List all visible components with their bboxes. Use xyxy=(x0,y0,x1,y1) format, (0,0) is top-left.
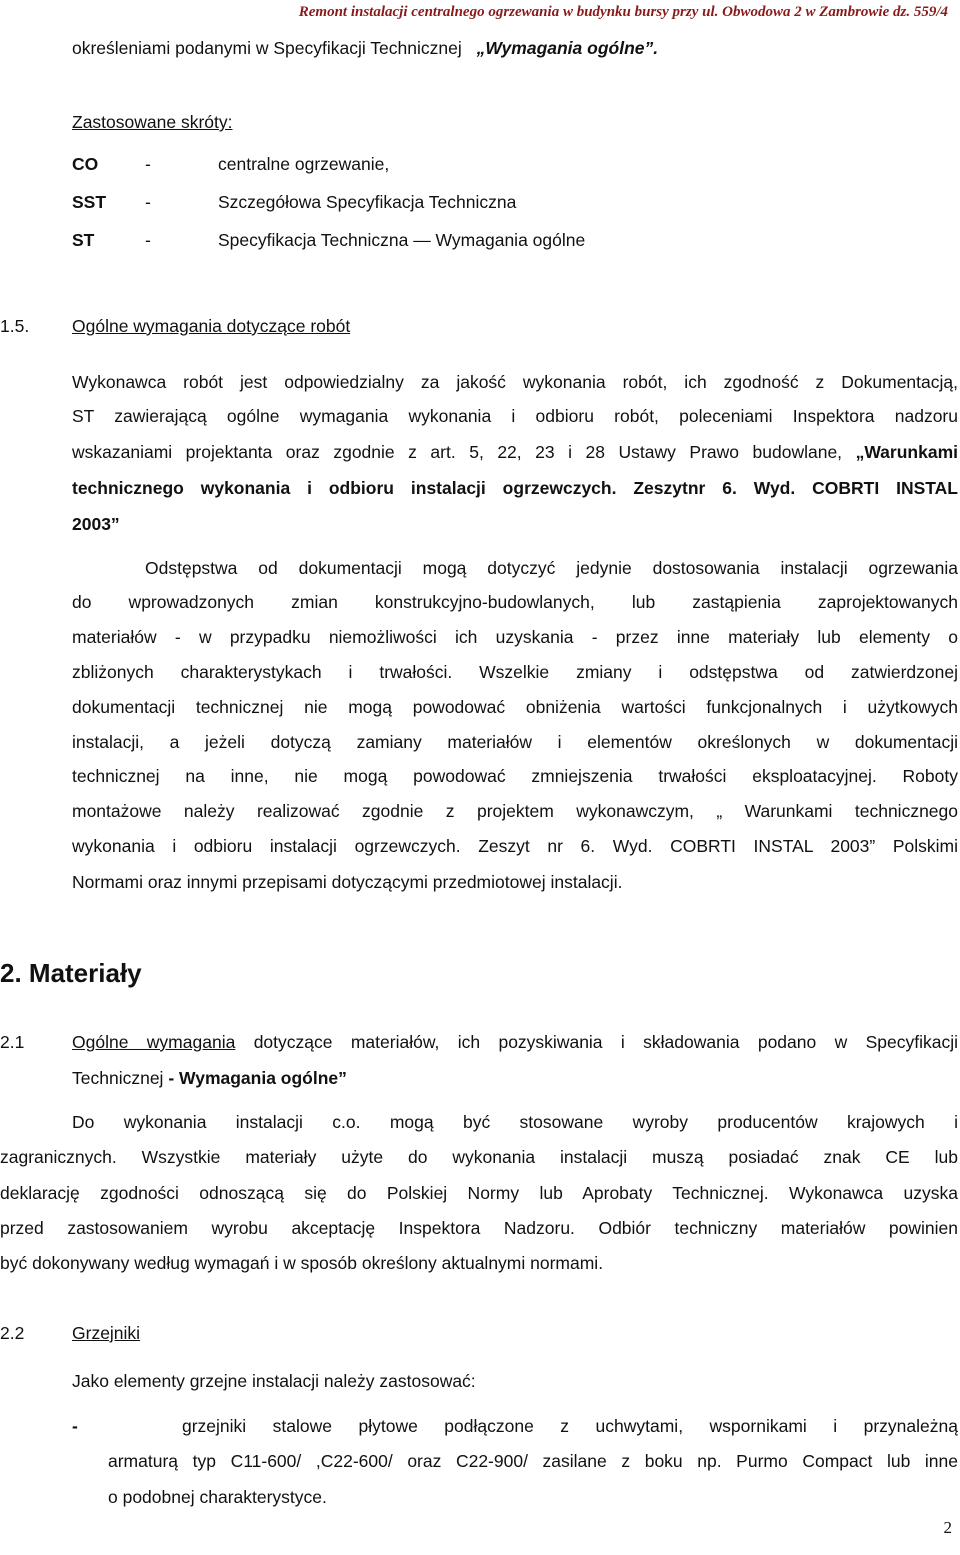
abbr-dash: - xyxy=(145,192,151,212)
section-number: 2.2 xyxy=(0,1323,25,1343)
section-title-text: Technicznej xyxy=(72,1068,164,1088)
list-item-line: grzejniki stalowe płytowe podłączone z uchwytami, wspornikami i przynależną xyxy=(182,1416,958,1436)
abbr-sst: SST xyxy=(72,192,107,212)
paragraph-line: 2003” xyxy=(72,514,120,534)
paragraph-line: deklarację zgodności odnoszącą się do Polskiej Normy lub Aprobaty Technicznej. Wykonawca uzyska xyxy=(0,1183,958,1203)
paragraph-line: do wprowadzonych zmian konstrukcyjno-budowlanych, lub zastąpienia zaprojektowanych xyxy=(72,592,958,612)
section-title: Grzejniki xyxy=(72,1323,141,1343)
page-number: 2 xyxy=(943,1518,952,1537)
page-header: Remont instalacji centralnego ogrzewania w budynku bursy przy ul. Obwodowa 2 w Zambrowie dz. 559/4 xyxy=(298,4,948,20)
section-number: 2.1 xyxy=(0,1032,25,1052)
abbr-co: CO xyxy=(72,154,99,174)
section-heading: 2. Materiały xyxy=(0,958,142,988)
paragraph-line: dokumentacji technicznej nie mogą powodować obniżenia wartości funkcjonalnych i użytkowych xyxy=(72,697,958,717)
list-bullet: - xyxy=(72,1416,78,1436)
section-title-line xyxy=(72,1032,958,1053)
paragraph-line: Jako elementy grzejne instalacji należy zastosować: xyxy=(72,1371,476,1391)
section-title-rest: dotyczące materiałów, ich pozyskiwania i składowania podano w Specyfikacji xyxy=(235,1032,959,1052)
abbr-st: ST xyxy=(72,230,95,250)
paragraph-bold-text: „Warunkami xyxy=(855,442,958,462)
paragraph-line: przed zastosowaniem wyrobu akceptację Inspektora Nadzoru. Odbiór techniczny materiałów powinien xyxy=(0,1218,958,1238)
list-item-line: o podobnej charakterystyce. xyxy=(108,1487,327,1507)
section-title-line xyxy=(72,1068,347,1089)
paragraph-line: wykonania i odbioru instalacji ogrzewczych. Zeszyt nr 6. Wyd. COBRTI INSTAL 2003” Polskimi xyxy=(72,836,958,856)
paragraph-line: technicznej na inne, nie mogą powodować zmniejszenia trwałości eksploatacyjnej. Roboty xyxy=(72,766,958,786)
intro-quote: „Wymagania ogólne”. xyxy=(476,38,659,58)
paragraph-line: Odstępstwa od dokumentacji mogą dotyczyć jedynie dostosowania instalacji ogrzewania xyxy=(145,558,958,578)
paragraph-text: wskazaniami projektanta oraz zgodnie z art. 5, 22, 23 i 28 Ustawy Prawo budowlane, xyxy=(72,442,843,462)
section-title-bold: - Wymagania ogólne” xyxy=(163,1068,347,1088)
paragraph-line: instalacji, a jeżeli dotyczą zamiany materiałów i elementów określonych w dokumentacji xyxy=(72,732,958,752)
paragraph-line: Wykonawca robót jest odpowiedzialny za jakość wykonania robót, ich zgodność z Dokumentacją, xyxy=(72,372,958,392)
abbr-dash: - xyxy=(145,154,151,174)
intro-text: określeniami podanymi w Specyfikacji Technicznej xyxy=(72,38,462,58)
abbr-st-meaning: Specyfikacja Techniczna — Wymagania ogólne xyxy=(218,230,586,250)
section-number: 1.5. xyxy=(0,316,30,336)
section-title: Ogólne wymagania dotyczące robót xyxy=(72,316,351,336)
paragraph-line: montażowe należy realizować zgodnie z projektem wykonawczym, „ Warunkami technicznego xyxy=(72,801,958,821)
paragraph-line: materiałów - w przypadku niemożliwości ich uzyskania - przez inne materiały lub elementy o xyxy=(72,627,958,647)
paragraph-line xyxy=(72,442,958,463)
paragraph-line: Normami oraz innymi przepisami dotyczącymi przedmiotowej instalacji. xyxy=(72,872,623,892)
paragraph-line: technicznego wykonania i odbioru instalacji ogrzewczych. Zeszytnr 6. Wyd. COBRTI INSTAL xyxy=(72,478,958,498)
abbreviations-title: Zastosowane skróty: xyxy=(72,112,233,132)
paragraph-line: zagranicznych. Wszystkie materiały użyte do wykonania instalacji muszą posiadać znak CE lub xyxy=(0,1147,958,1167)
paragraph-line: Do wykonania instalacji c.o. mogą być stosowane wyroby producentów krajowych i xyxy=(72,1112,958,1132)
paragraph-line: ST zawierającą ogólne wymagania wykonania i odbioru robót, poleceniami Inspektora nadzoru xyxy=(72,406,958,426)
abbr-sst-meaning: Szczegółowa Specyfikacja Techniczna xyxy=(218,192,517,212)
abbr-dash: - xyxy=(145,230,151,250)
abbr-co-meaning: centralne ogrzewanie, xyxy=(218,154,390,174)
intro-line xyxy=(72,38,658,59)
list-item-line: armaturą typ C11-600/ ,C22-600/ oraz C22-900/ zasilane z boku np. Purmo Compact lub inne xyxy=(108,1451,958,1471)
section-title: Ogólne wymagania xyxy=(72,1032,236,1052)
paragraph-line: być dokonywany według wymagań i w sposób określony aktualnymi normami. xyxy=(0,1253,604,1273)
paragraph-line: zbliżonych charakterystykach i trwałości. Wszelkie zmiany i odstępstwa od zatwierdzonej xyxy=(72,662,958,682)
